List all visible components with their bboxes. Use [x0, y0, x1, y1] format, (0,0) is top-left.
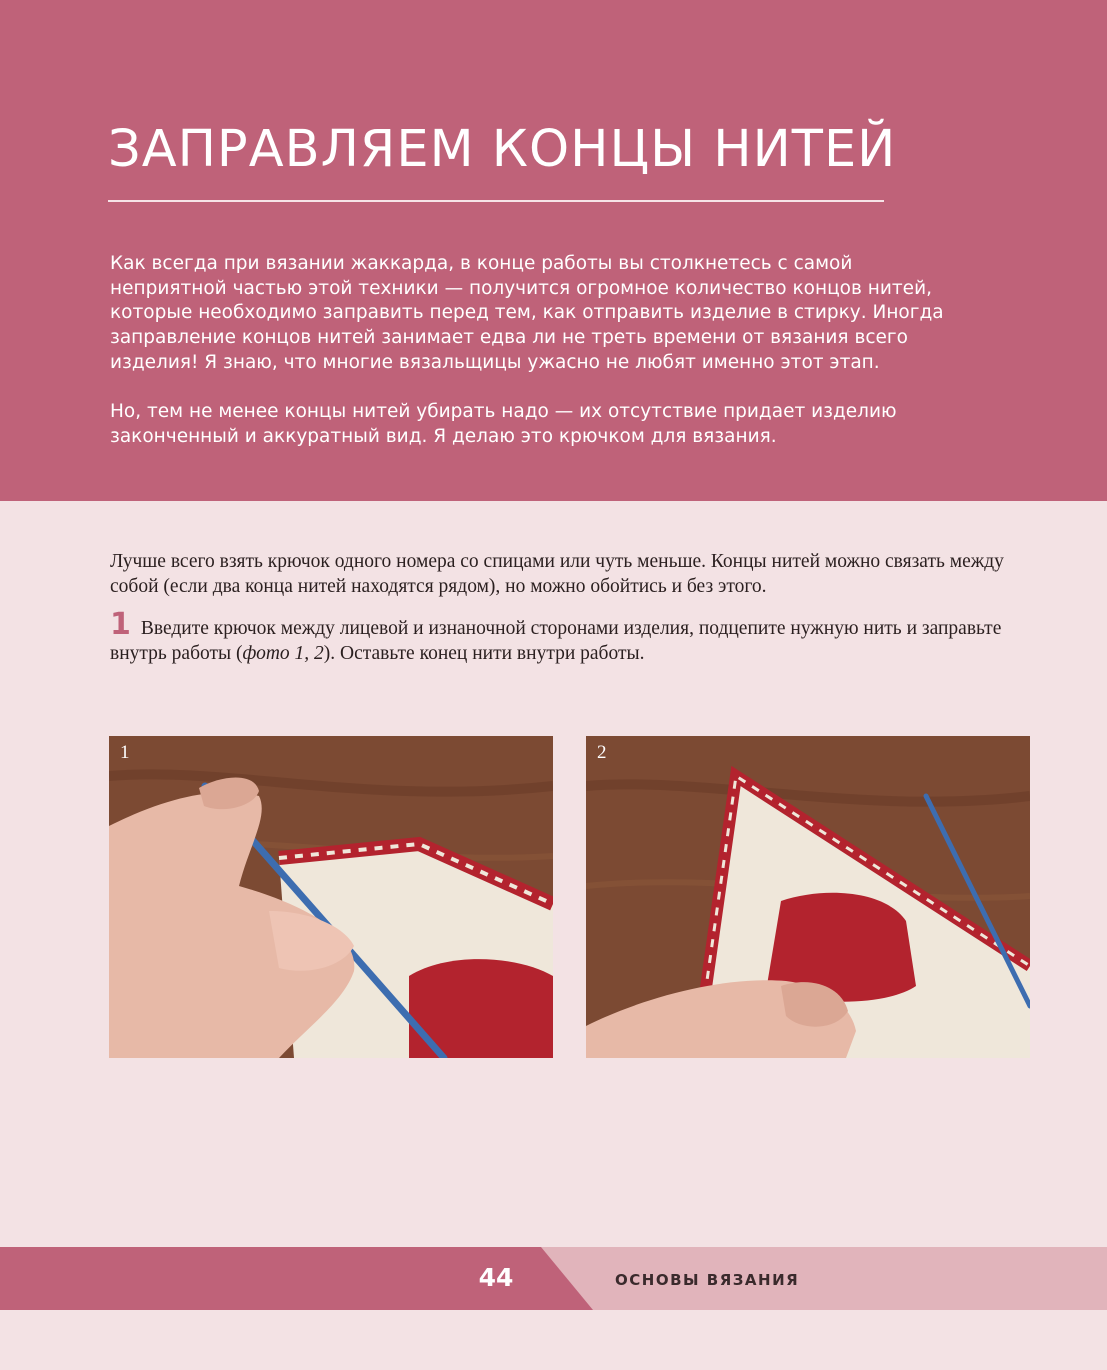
step-text-after: ). Оставьте конец нити внутри работы.	[323, 643, 645, 664]
photo-reference: фото 1, 2	[242, 643, 324, 664]
step-number: 1	[110, 607, 131, 642]
page-number: 44	[478, 1263, 514, 1292]
section-name: ОСНОВЫ ВЯЗАНИЯ	[615, 1271, 800, 1289]
photo-1-label: 1	[120, 742, 130, 763]
step-1	[110, 607, 1040, 666]
page-title: ЗАПРАВЛЯЕМ КОНЦЫ НИТЕЙ	[108, 120, 897, 179]
body-paragraph: Лучше всего взять крючок одного номера со спицами или чуть меньше. Концы нитей можно связать между собой (если два конца нитей находятся рядом), но можно обойтись и без этого.	[110, 551, 1004, 597]
photo-2-illustration	[586, 736, 1030, 1058]
photo-1	[109, 736, 553, 1058]
photo-2-label: 2	[597, 742, 607, 763]
photo-2	[586, 736, 1030, 1058]
intro-paragraph-2: Но, тем не менее концы нитей убирать надо — их отсутствие придает изделию законченный и аккуратный вид. Я делаю это крючком для вязания.	[110, 401, 897, 447]
intro-paragraph-1: Как всегда при вязании жаккарда, в конце работы вы столкнетесь с самой неприятной частью этой техники — получится огромное количество концов нитей, которые необходимо заправить перед тем, как отправить изделие в стирку. Иногда заправление концов нитей занимает едва ли не треть времени от вязания всего изделия! Я знаю, что многие вязальщицы ужасно не любят именно этот этап.	[110, 253, 944, 373]
step-text-before: Введите крючок между лицевой и изнаночной сторонами изделия, подцепите нужную нить и заправьте внутрь работы (	[110, 618, 1002, 664]
title-rule	[108, 200, 884, 202]
photo-1-illustration	[109, 736, 553, 1058]
